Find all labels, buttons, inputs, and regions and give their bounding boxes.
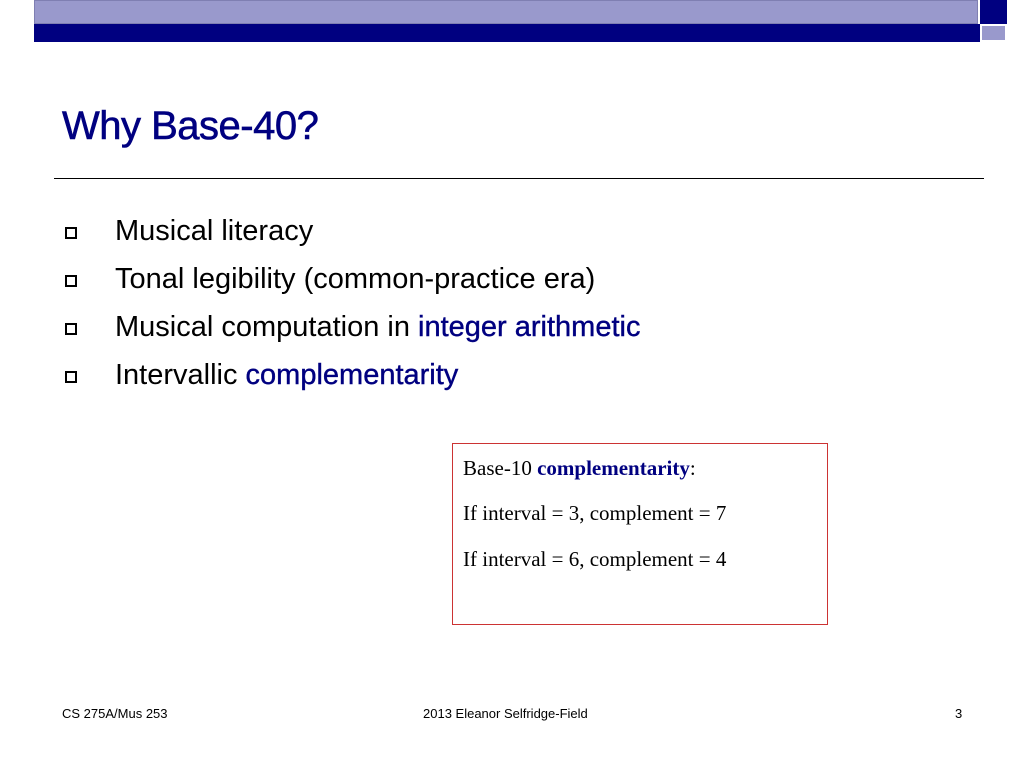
header-corner-square-dark <box>980 0 1007 24</box>
highlighted-term: integer arithmetic <box>418 311 641 343</box>
header-corner-square-light <box>982 26 1005 40</box>
note-line-2: If interval = 6, complement = 4 <box>463 547 727 571</box>
header-band-dark <box>34 24 980 42</box>
hollow-square-bullet-icon <box>65 371 77 383</box>
note-emphasis: complementarity <box>537 456 690 480</box>
highlighted-term: complementarity <box>245 359 459 391</box>
header-band-light <box>34 0 978 24</box>
note-line-1: If interval = 3, complement = 7 <box>463 501 727 525</box>
bullet-text: Intervallic complementarity <box>115 359 459 391</box>
footer-page-number: 3 <box>955 706 963 721</box>
bullet-text: Musical computation in integer arithmetic <box>115 311 641 343</box>
footer-course: CS 275A/Mus 253 <box>62 706 168 721</box>
slide-title: Why Base-40? <box>62 104 319 148</box>
footer-copyright: 2013 Eleanor Selfridge-Field <box>423 706 588 721</box>
hollow-square-bullet-icon <box>65 275 77 287</box>
note-heading: Base-10 complementarity: <box>463 456 696 480</box>
bullet-text: Musical literacy <box>115 215 314 247</box>
complementarity-note-box <box>452 443 828 625</box>
title-divider <box>54 178 984 179</box>
hollow-square-bullet-icon <box>65 323 77 335</box>
hollow-square-bullet-icon <box>65 227 77 239</box>
bullet-text: Tonal legibility (common-practice era) <box>115 263 596 295</box>
